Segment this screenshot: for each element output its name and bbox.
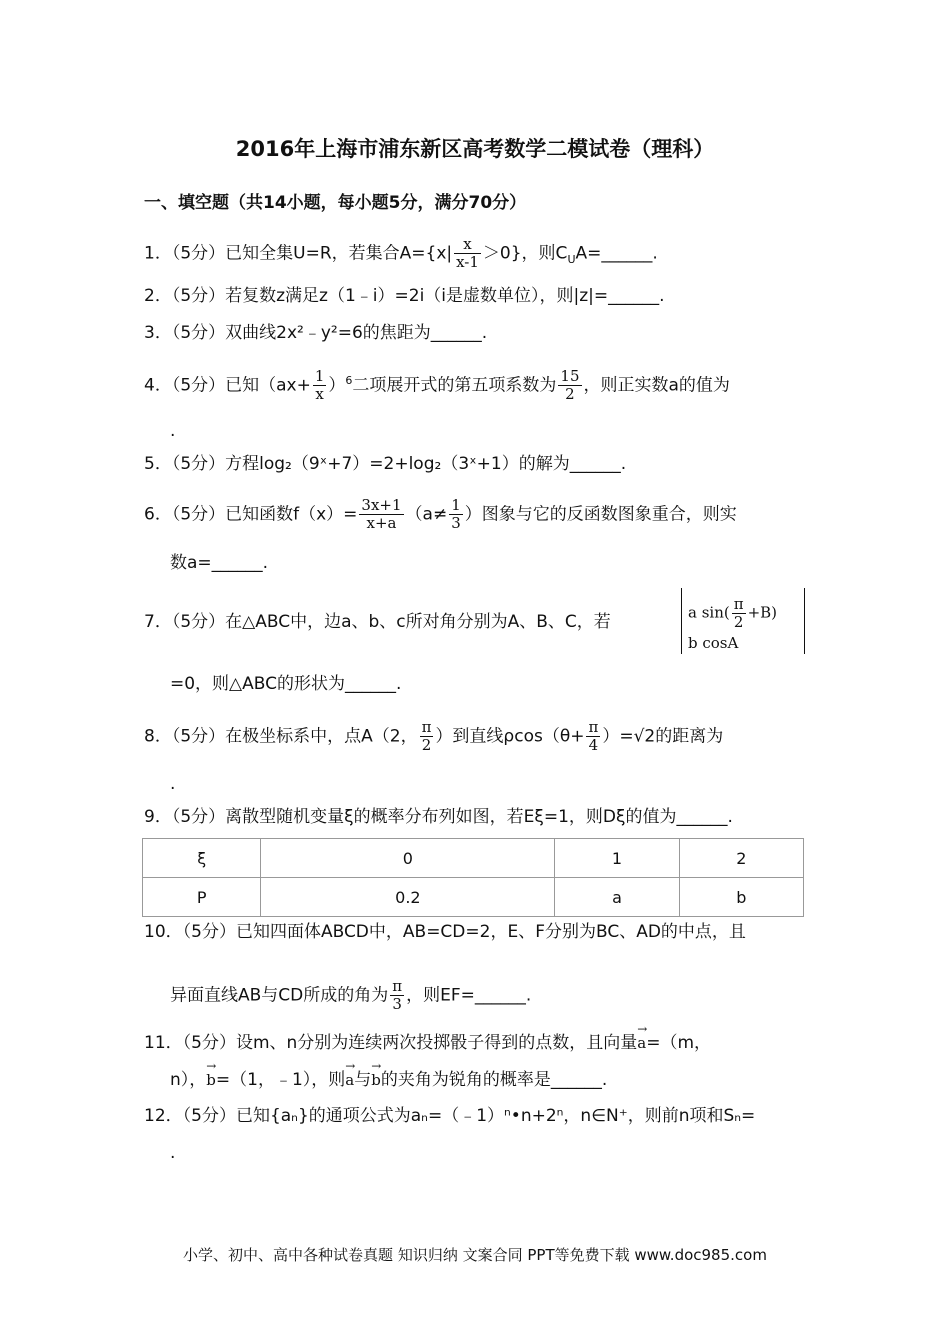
q4-fraction-2: $\frac{15}{2}$ (560, 367, 580, 403)
q8-fraction-2: $\frac{\pi}{4}$ (588, 718, 599, 754)
q8-blank: . (170, 774, 176, 794)
q10-fraction: $\frac{\pi}{3}$ (392, 977, 403, 1013)
q7-line-2: =0，则△ABC的形状为______. (170, 674, 402, 694)
q6-text-a: 6．（5分）已知函数f（x）= (144, 504, 358, 525)
table-cell: 0.2 (261, 878, 555, 917)
table-cell: b (679, 878, 803, 917)
q1-text-a: 1．（5分）已知全集U=R，若集合A={x| (144, 243, 453, 264)
q4-blank: . (170, 421, 176, 441)
q4-text-a: 4．（5分）已知（ax+ (144, 375, 311, 396)
q4-sup: 6 (345, 373, 353, 387)
footer-text: 小学、初中、高中各种试卷真题 知识归纳 文案合同 PPT等免费下载 www.doc985.com (183, 1246, 767, 1264)
det-row-1: a sin( $\frac{\pi}{2}$ +B) (688, 595, 778, 631)
q11-text-a: 11．（5分）设m、n分别为连续两次投掷骰子得到的点数，且向量 (144, 1033, 638, 1053)
q7-determinant (681, 588, 805, 654)
q8-text-c: ）=√2的距离为 (602, 726, 724, 747)
q4-text-d: ，则正实数a的值为 (583, 375, 730, 396)
q1-sub: U (567, 252, 576, 266)
question-6 (144, 497, 737, 532)
table-cell: ξ (143, 839, 261, 878)
question-8 (144, 719, 723, 754)
q12-blank: . (170, 1143, 176, 1163)
page-title: 2016年上海市浦东新区高考数学二模试卷（理科） (235, 137, 715, 161)
q10-text-c: ，则EF=______. (406, 985, 532, 1006)
table-row (143, 878, 804, 917)
q11-text-e: 与 (354, 1070, 372, 1090)
table-row (143, 839, 804, 878)
vector-b: → b (371, 1069, 381, 1091)
table-cell: 0 (261, 839, 555, 878)
q4-text-b: ） (328, 375, 346, 396)
q6-text-b: （a≠ (405, 504, 448, 525)
question-3: 3．（5分）双曲线2x²﹣y²=6的焦距为______. (144, 323, 488, 343)
vector-a: → a (345, 1069, 354, 1091)
question-4 (144, 368, 730, 403)
q11-line-2 (170, 1069, 607, 1091)
q10-line-2 (170, 978, 531, 1013)
q1-text-b: ＞0}，则C (482, 243, 568, 264)
vector-a: → a (637, 1032, 646, 1054)
q6-fraction-2: $\frac{1}{3}$ (451, 496, 461, 532)
q6-fraction-1: $\frac{3x+1}{x+a}$ (361, 496, 402, 532)
q11-text-c: n）， (170, 1070, 207, 1090)
q4-text-c: 二项展开式的第五项系数为 (352, 375, 557, 396)
section-heading: 一、填空题（共14小题，每小题5分，满分70分） (144, 193, 527, 213)
q6-line-2: 数a=______. (170, 553, 269, 573)
q10-text-b: 异面直线AB与CD所成的角为 (170, 985, 389, 1006)
table-cell: P (143, 878, 261, 917)
question-11 (144, 1032, 711, 1054)
q4-fraction-1: $\frac{1}{x}$ (314, 367, 325, 403)
q1-text-c: A=______. (575, 243, 658, 264)
q11-text-b: =（m， (646, 1033, 712, 1053)
question-2: 2．（5分）若复数z满足z（1﹣i）=2i（i是虚数单位），则|z|=______. (144, 286, 665, 306)
question-12: 12．（5分）已知{aₙ}的通项公式为aₙ=（﹣1）ⁿ•n+2ⁿ，n∈N⁺，则前n项和Sₙ= (144, 1106, 756, 1126)
q1-fraction: $\frac{x}{x-1}$ (456, 235, 479, 271)
q8-text-a: 8．（5分）在极坐标系中，点A（2， (144, 726, 418, 747)
q11-text-f: 的夹角为锐角的概率是______. (380, 1070, 608, 1090)
table-cell: a (555, 878, 679, 917)
q8-fraction-1: $\frac{\pi}{2}$ (421, 718, 432, 754)
vector-b: → b (206, 1069, 216, 1091)
table-cell: 2 (679, 839, 803, 878)
question-10: 10．（5分）已知四面体ABCD中，AB=CD=2，E、F分别为BC、AD的中点，且 (144, 922, 746, 942)
det-row-2: b cosA (688, 634, 739, 652)
q11-text-d: =（1，﹣1），则 (215, 1070, 346, 1090)
question-9: 9．（5分）离散型随机变量ξ的概率分布列如图，若Eξ=1，则Dξ的值为______. (144, 807, 733, 827)
question-7: 7．（5分）在△ABC中，边a、b、c所对角分别为A、B、C，若 (144, 612, 611, 632)
table-cell: 1 (555, 839, 679, 878)
q8-text-b: ）到直线ρcos（θ+ (435, 726, 585, 747)
probability-table (142, 838, 804, 917)
question-5: 5．（5分）方程log₂（9ˣ+7）=2+log₂（3ˣ+1）的解为______. (144, 454, 627, 474)
q6-text-c: ）图象与它的反函数图象重合，则实 (464, 504, 737, 525)
question-1 (144, 236, 658, 271)
